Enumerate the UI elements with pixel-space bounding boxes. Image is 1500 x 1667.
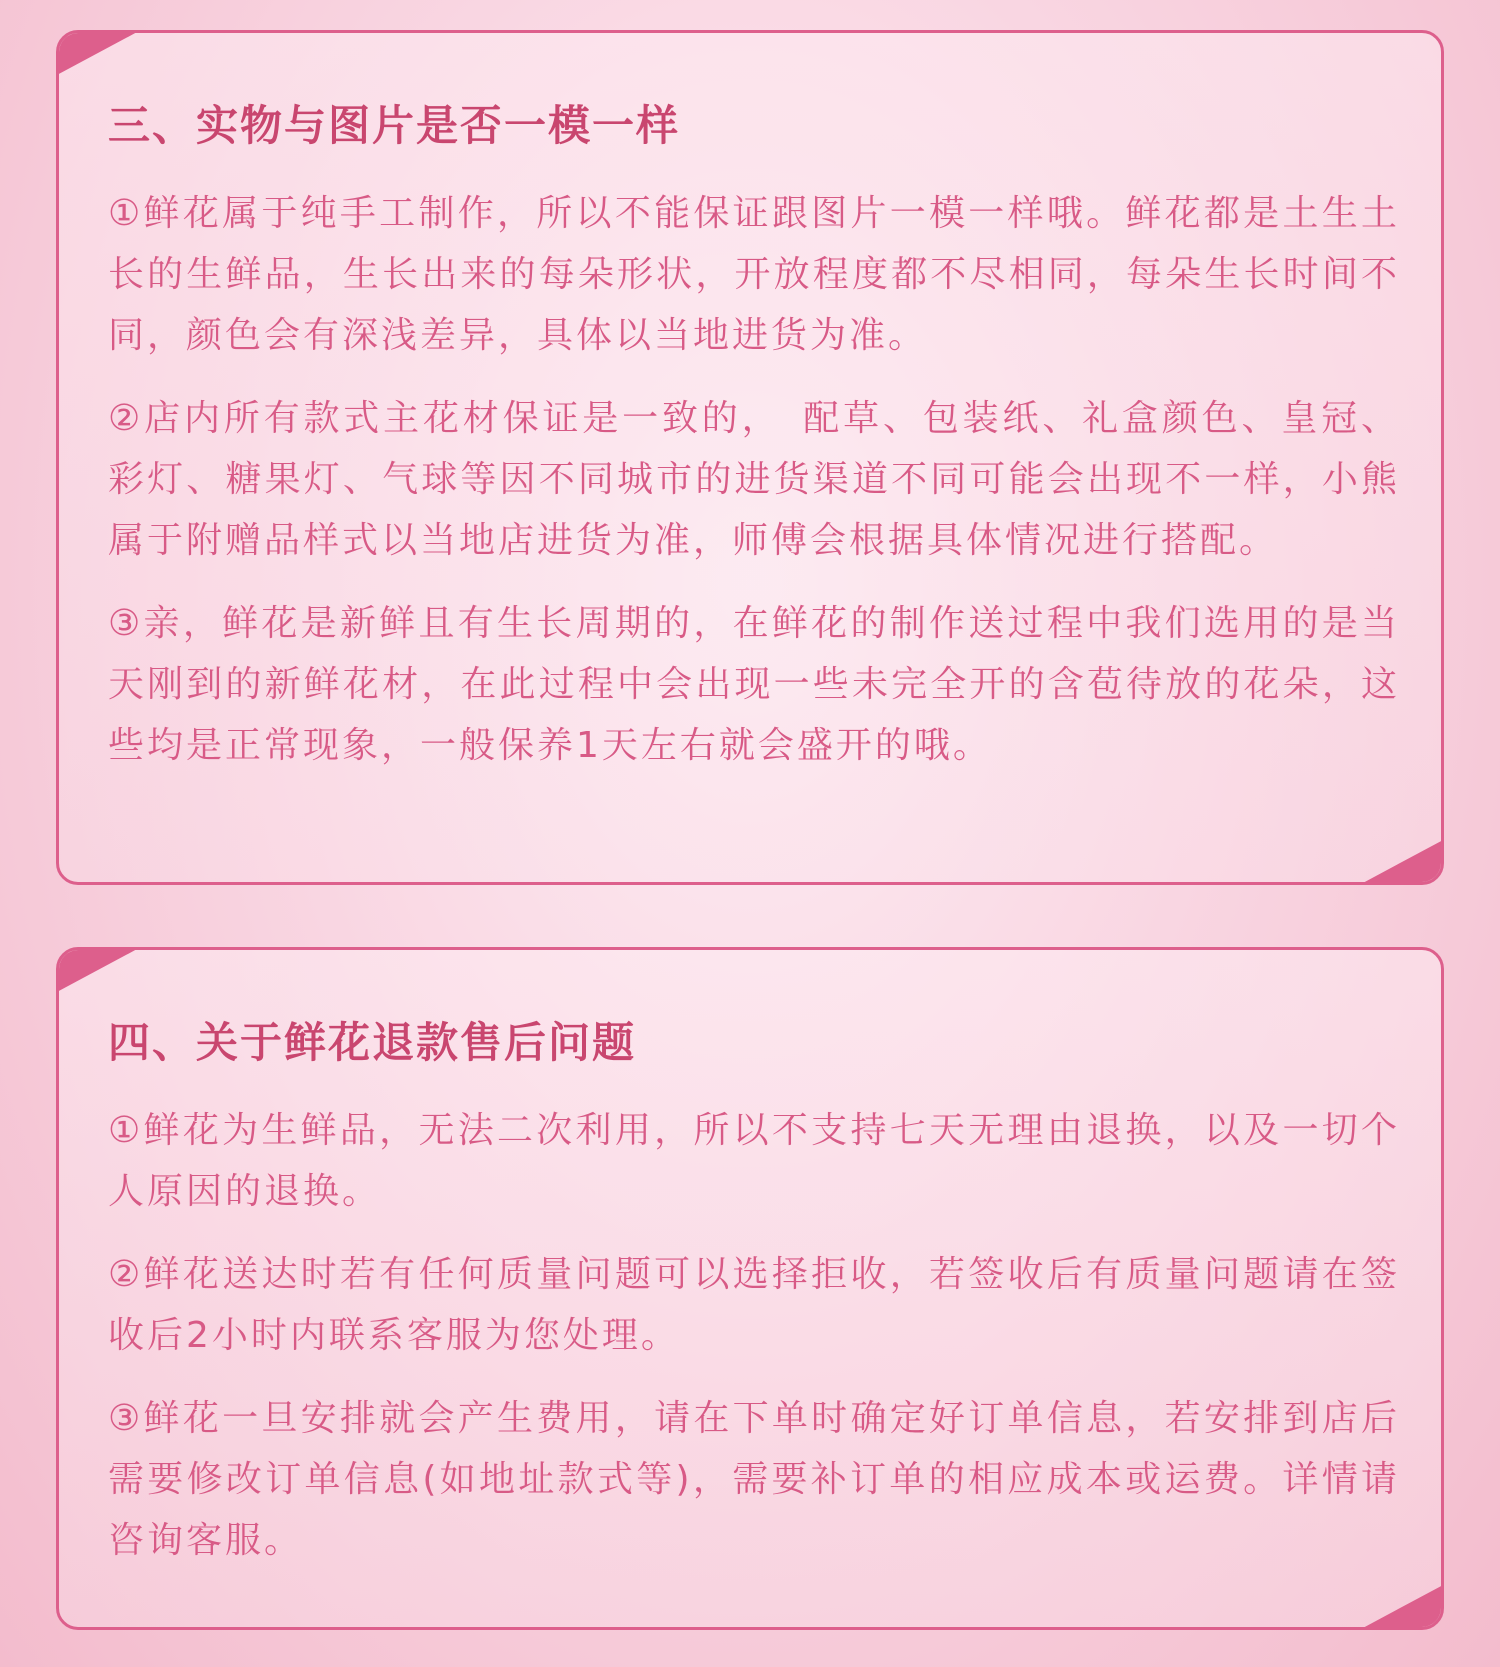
section-title: 四、关于鲜花退款售后问题 (108, 1018, 637, 1067)
section-body (108, 183, 1400, 798)
paragraph: ③鲜花一旦安排就会产生费用，请在下单时确定好订单信息，若安排到店后需要修改订单信息(如地址款式等)，需要补订单的相应成本或运费。详情请咨询客服。 (108, 1398, 1400, 1561)
corner-decoration (1361, 840, 1443, 884)
corner-decoration (57, 948, 139, 992)
paragraph: ②店内所有款式主花材保证是一致的， 配草、包装纸、礼盒颜色、皇冠、彩灯、糖果灯、气球等因不同城市的进货渠道不同可能会出现不一样，小熊属于附赠品样式以当地店进货为准，师傅会根据具体情况进行搭配。 (108, 398, 1400, 561)
section-body (108, 1100, 1400, 1593)
corner-decoration (57, 31, 139, 75)
info-card-refund (56, 947, 1444, 1630)
info-card-match (56, 30, 1444, 885)
paragraph: ①鲜花为生鲜品，无法二次利用，所以不支持七天无理由退换，以及一切个人原因的退换。 (108, 1110, 1400, 1212)
paragraph: ②鲜花送达时若有任何质量问题可以选择拒收，若签收后有质量问题请在签收后2小时内联系客服为您处理。 (108, 1254, 1400, 1356)
paragraph: ③亲，鲜花是新鲜且有生长周期的，在鲜花的制作送过程中我们选用的是当天刚到的新鲜花材，在此过程中会出现一些未完全开的含苞待放的花朵，这些均是正常现象，一般保养1天左右就会盛开的哦。 (108, 603, 1400, 766)
section-title: 三、实物与图片是否一模一样 (108, 101, 681, 150)
paragraph: ①鲜花属于纯手工制作，所以不能保证跟图片一模一样哦。鲜花都是土生土长的生鲜品，生长出来的每朵形状，开放程度都不尽相同，每朵生长时间不同，颜色会有深浅差异，具体以当地进货为准。 (108, 193, 1400, 356)
